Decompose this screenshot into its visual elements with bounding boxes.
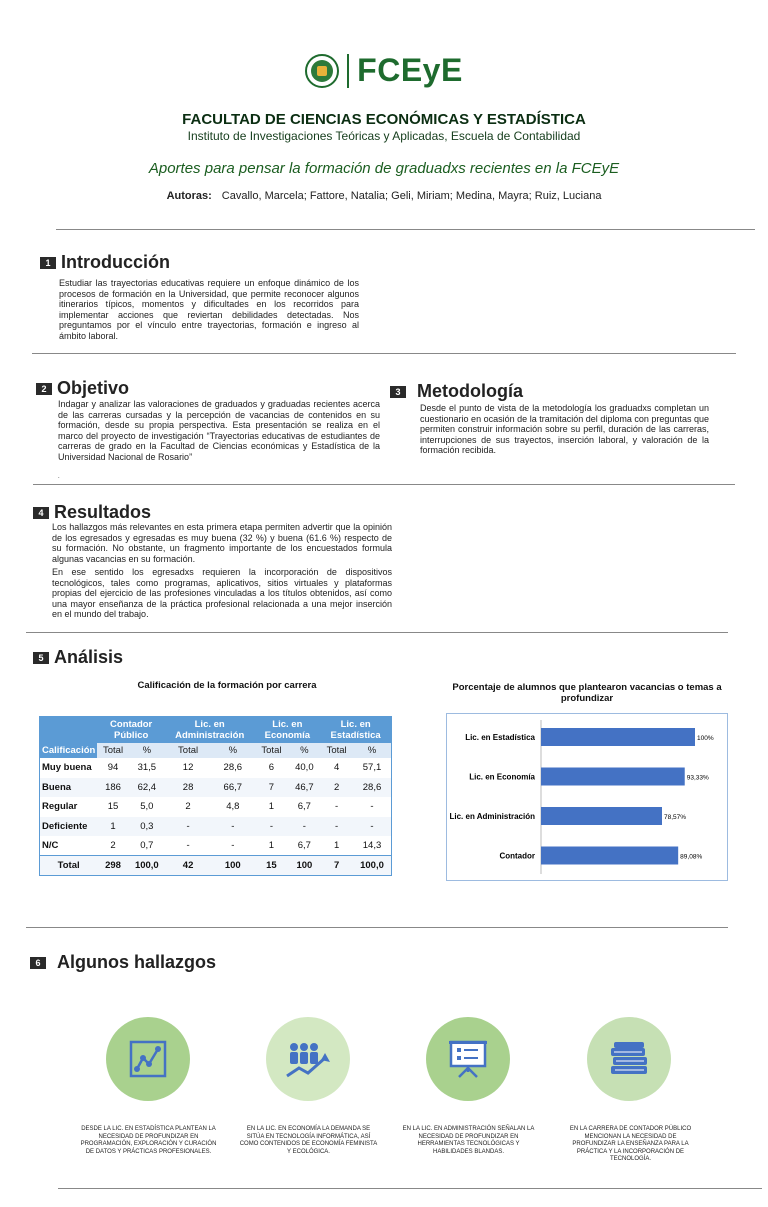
table-cell: - (320, 797, 353, 817)
table-cell: 62,4 (129, 778, 165, 798)
sub-header: % (211, 743, 254, 758)
table-cell: 40,0 (288, 758, 320, 778)
table-cell: 7 (320, 856, 353, 876)
first-header: Calificación (40, 743, 98, 758)
category-label: Lic. en Economía (469, 772, 535, 782)
bar-chart-svg (447, 714, 727, 880)
group-header: Lic. en Estadística (320, 717, 391, 744)
category-label: Contador (499, 851, 535, 861)
table-row (40, 778, 392, 798)
sub-header: % (129, 743, 165, 758)
group-header: Lic. en Administración (165, 717, 254, 744)
finding-circle (426, 1017, 510, 1101)
table-cell: - (353, 797, 392, 817)
table-cell: 57,1 (353, 758, 392, 778)
table-cell: - (211, 817, 254, 837)
row-label: Regular (40, 797, 98, 817)
table-cell: - (254, 817, 288, 837)
value-label: 78,57% (663, 814, 687, 821)
table-cell: 100 (288, 856, 320, 876)
university-seal-icon (305, 54, 339, 88)
table-cell: 66,7 (211, 778, 254, 798)
table-cell: 100,0 (129, 856, 165, 876)
table-cell: 12 (165, 758, 211, 778)
grades-table (39, 716, 392, 876)
section-metodologia-heading (390, 381, 523, 402)
table-cell: 6 (254, 758, 288, 778)
table-cell: - (320, 817, 353, 837)
section-resultados-heading (33, 502, 151, 523)
finding-text: DESDE LA LIC. EN ESTADÍSTICA PLANTEAN LA NECESIDAD DE PROFUNDIZAR EN PROGRAMACIÓN, EXPLORACIÓN Y CURACIÓN DE DATOS Y PRÁCTICAS PROFESIONALES. (80, 1126, 217, 1155)
section-number: 6 (30, 957, 46, 969)
authors (0, 190, 768, 202)
section-analisis-heading (33, 647, 123, 668)
table-cell: - (211, 836, 254, 856)
table-cell: 298 (97, 856, 128, 876)
line-chart-icon (127, 1038, 169, 1080)
row-label: Muy buena (40, 758, 98, 778)
finding-text: EN LA LIC. EN ADMINISTRACIÓN SEÑALAN LA NECESIDAD DE PROFUNDIZAR EN HERRAMIENTAS TECNOLÓGICAS Y HABILIDADES BLANDAS. (402, 1126, 535, 1155)
table-cell: 7 (254, 778, 288, 798)
table-cell: 94 (97, 758, 128, 778)
table-cell: 28,6 (353, 778, 392, 798)
finding-circle (106, 1017, 190, 1101)
category-label: Lic. en Administración (449, 812, 535, 821)
table-title: Calificación de la formación por carrera (137, 680, 317, 691)
row-label: Deficiente (40, 817, 98, 837)
finding-text: EN LA LIC. EN ECONOMÍA LA DEMANDA SE SITÚA EN TECNOLOGÍA INFORMÁTICA, ASÍ COMO CONTENIDOS DE ECONOMÍA FEMINISTA Y ECOLÓGICA. (239, 1126, 378, 1155)
divider (56, 229, 755, 230)
table-sub-header-row (40, 743, 392, 758)
table-row (40, 836, 392, 856)
table-cell: 42 (165, 856, 211, 876)
section-hallazgos-heading (30, 952, 216, 973)
books-icon (606, 1038, 652, 1080)
table-cell: - (165, 836, 211, 856)
table-cell: - (288, 817, 320, 837)
group-header: Contador Público (97, 717, 165, 744)
section-number: 5 (33, 652, 49, 664)
divider (33, 484, 735, 485)
table-corner (40, 717, 98, 744)
sub-header: % (288, 743, 320, 758)
section-title: Algunos hallazgos (57, 952, 217, 972)
sub-header: Total (254, 743, 288, 758)
people-growth-icon (284, 1038, 332, 1080)
section-number: 2 (36, 383, 52, 395)
finding-text: EN LA CARRERA DE CONTADOR PÚBLICO MENCIONAN LA NECESIDAD DE PROFUNDIZAR LA ENSEÑANZA PARA LA PRÁCTICA Y LA INCORPORACIÓN DE TECNOLOGÍA. (569, 1126, 692, 1162)
row-label: N/C (40, 836, 98, 856)
table-cell: 28 (165, 778, 211, 798)
resultados-text-1: Los hallazgos más relevantes en esta primera etapa permiten advertir que la opinión de los egresados y egresadas es muy buena (32 %) y buena (61.6 %) respecto de su formación. No obstante, un fragmento importante de los encuestados formula algunas vacancias en su formación. (52, 522, 392, 564)
intro-text: Estudiar las trayectorias educativas requiere un enfoque dinámico de los procesos de formación en la Universidad, que permite reconocer algunos itinerarios típicos, momentos y dificultades en los recorridos para implementar acciones que reviertan debilidades detectadas. Nos preguntamos por el vínculo entre trayectorias, formación e ingreso al ámbito laboral. (59, 278, 359, 341)
table-cell: - (353, 817, 392, 837)
table-cell: 31,5 (129, 758, 165, 778)
row-label: Total (40, 856, 98, 876)
value-label: 93,33% (686, 774, 709, 782)
table-cell: 6,7 (288, 836, 320, 856)
section-number: 4 (33, 507, 49, 519)
table-cell: 2 (97, 836, 128, 856)
table-cell: 15 (254, 856, 288, 876)
table-cell: 28,6 (211, 758, 254, 778)
table-cell: - (165, 817, 211, 837)
institute-name: Instituto de Investigaciones Teóricas y Aplicadas, Escuela de Contabilidad (187, 129, 581, 143)
table-total-row (40, 856, 392, 876)
table-cell: 4 (320, 758, 353, 778)
table-cell: 6,7 (288, 797, 320, 817)
bar-chart (446, 713, 728, 881)
table-cell: 0,7 (129, 836, 165, 856)
finding-circle (266, 1017, 350, 1101)
table-cell: 1 (254, 836, 288, 856)
objetivo-text: Indagar y analizar las valoraciones de graduados y graduadas recientes acerca de las carreras cursadas y la percepción de vacancias de contenidos en su formación, desde su propia perspectiva. Esta presentación se realiza en el marco del proyecto de investigación “Trayectorias educativas de estudiantes de carreras de grado en la Facultad de Ciencias económicas y Estadística de la Universidad Nacional de Rosario” (58, 399, 380, 462)
section-title: Introducción (61, 252, 170, 272)
section-number: 1 (40, 257, 56, 269)
category-label: Lic. en Estadística (465, 733, 535, 742)
table-cell: 2 (320, 778, 353, 798)
authors-label: Autoras: (166, 190, 212, 202)
row-label: Buena (40, 778, 98, 798)
resultados-text-2: En ese sentido los egresadxs requieren la incorporación de dispositivos tecnológicos, tales como programas, aplicativos, sitios virtuales y plataformas propias del ejercicio de las profesiones vinculadas a los títulos obtenidos, así como una mayor enseñanza de la práctica profesional relacionada a una mejor inserción en el mundo del trabajo. (52, 567, 392, 619)
table-row (40, 758, 392, 778)
section-title: Metodología (417, 381, 523, 401)
table-cell: 14,3 (353, 836, 392, 856)
authors-list: Cavallo, Marcela; Fattore, Natalia; Geli, Miriam; Medina, Mayra; Ruiz, Luciana (221, 190, 602, 202)
value-label: 89,08% (680, 853, 703, 861)
table-cell: 5,0 (129, 797, 165, 817)
table-cell: 46,7 (288, 778, 320, 798)
divider (26, 927, 728, 928)
group-header: Lic. en Economía (254, 717, 320, 744)
sub-header: Total (320, 743, 353, 758)
section-number: 3 (390, 386, 406, 398)
finding-circle (587, 1017, 671, 1101)
table-group-header-row (40, 717, 392, 744)
sub-header: Total (165, 743, 211, 758)
table-cell: 100 (211, 856, 254, 876)
divider (58, 1188, 762, 1189)
sub-header: % (353, 743, 392, 758)
section-title: Objetivo (57, 378, 130, 398)
divider (26, 632, 728, 633)
value-label: 100% (697, 735, 714, 742)
table-cell: 0,3 (129, 817, 165, 837)
faculty-name: FACULTAD DE CIENCIAS ECONÓMICAS Y ESTADÍSTICA (182, 111, 586, 128)
sub-header: Total (97, 743, 128, 758)
table-cell: 15 (97, 797, 128, 817)
table-cell: 4,8 (211, 797, 254, 817)
table-cell: 1 (320, 836, 353, 856)
table-cell: 1 (97, 817, 128, 837)
presentation-board-icon (447, 1038, 489, 1080)
section-objetivo-heading (36, 378, 129, 399)
bar (541, 847, 678, 865)
divider (32, 353, 736, 354)
table-cell: 100,0 (353, 856, 392, 876)
logo-text: FCEyE (357, 52, 463, 88)
table-cell: 2 (165, 797, 211, 817)
bar (541, 768, 685, 786)
section-intro-heading (40, 252, 170, 273)
chart-title: Porcentaje de alumnos que plantearon vacancias o temas a profundizar (452, 682, 722, 704)
logo-divider (347, 54, 349, 88)
bar (541, 728, 695, 746)
logo (0, 52, 768, 89)
bar (541, 807, 662, 825)
objetivo-trailing-dot: . (58, 474, 60, 480)
section-title: Análisis (54, 647, 124, 667)
table-row (40, 797, 392, 817)
section-title: Resultados (54, 502, 152, 522)
poster-title: Aportes para pensar la formación de graduadxs recientes en la FCEyE (148, 160, 620, 177)
metodologia-text: Desde el punto de vista de la metodología los graduadxs completan un cuestionario en ocasión de la tramitación del diploma con preguntas que permiten construir información sobre su perfil, duración de las carreras, interrupciones de sus trayectos, inserción laboral, y valoración de la formación recibida. (420, 403, 709, 455)
table-cell: 186 (97, 778, 128, 798)
table-cell: 1 (254, 797, 288, 817)
table-row (40, 817, 392, 837)
